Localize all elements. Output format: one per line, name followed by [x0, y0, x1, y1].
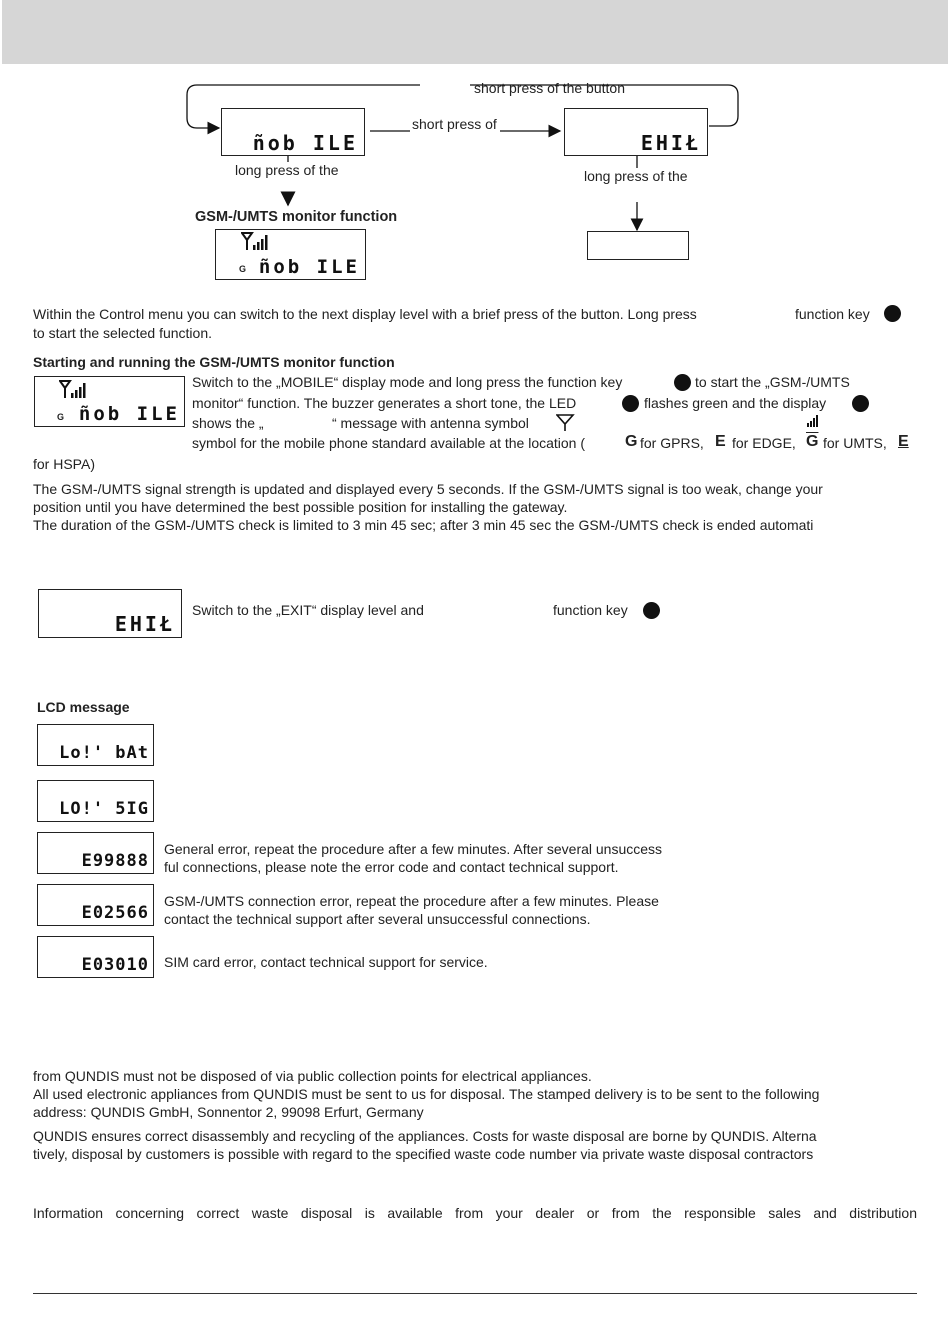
display-icon: [852, 395, 869, 412]
monitor-l2b: flashes green and the display: [644, 395, 827, 411]
lcd-standard-g: G: [57, 412, 65, 422]
flow-middle-label: short press of: [412, 116, 497, 132]
function-key-icon: [884, 305, 901, 322]
lcd-msg-text: E02566: [81, 903, 149, 923]
lcd-msg-low-sig: [37, 780, 154, 822]
msg-e03010-line1: SIM card error, contact technical support for service.: [164, 954, 488, 970]
disposal-p2: All used electronic appliances from QUNDIS must be sent to us for disposal. The stamped delivery is to be sent to the following: [33, 1086, 820, 1102]
lcd-exit: [564, 108, 708, 156]
signal-bars-icon: [806, 414, 820, 428]
lcd-msg-text: LO!' 5IG: [59, 799, 149, 819]
lcd-msg-e03010: [37, 936, 154, 978]
msg-e99888-line2: ful connections, please note the error code and contact technical support.: [164, 859, 619, 875]
lcd-msg-text: E99888: [81, 851, 149, 871]
umts-g-icon: $\overline{G}$: [806, 433, 819, 450]
lcd-blank: [587, 231, 689, 260]
monitor-l1b: to start the „GSM-/UMTS: [695, 374, 850, 390]
intro-line1b: function key: [795, 306, 870, 322]
led-icon: [622, 395, 639, 412]
lcd-monitor: [34, 376, 185, 427]
lcd-msg-e02566: [37, 884, 154, 926]
msg-e99888-line1: General error, repeat the procedure after a few minutes. After several unsuccess: [164, 841, 663, 857]
monitor-l4c: for EDGE,: [732, 435, 796, 451]
exit-text-a: Switch to the „EXIT“ display level and: [192, 602, 424, 618]
hspa-e-icon: E: [898, 433, 909, 450]
lcd-mobile-antenna-text: ñob ILE: [258, 256, 360, 278]
monitor-p3: The duration of the GSM-/UMTS check is limited to 3 min 45 sec; after 3 min 45 sec the GSM-/UMTS check is ended automati: [33, 517, 814, 533]
disposal-p6: Information concerning correct waste disposal is available from your dealer or from the responsible sales and distribution: [33, 1205, 917, 1221]
flow-left-below-label: long press of the: [235, 162, 339, 178]
monitor-l3b: “ message with antenna symbol: [332, 415, 529, 431]
monitor-l4b: for GPRS,: [640, 435, 704, 451]
msg-e02566-line2: contact the technical support after several unsuccessful connections.: [164, 911, 591, 927]
lcd-standard-g: G: [239, 264, 247, 274]
msg-e02566-line1: GSM-/UMTS connection error, repeat the procedure after a few minutes. Please: [164, 893, 659, 909]
lcd-msg-text: E03010: [81, 955, 149, 975]
disposal-p1: from QUNDIS must not be disposed of via public collection points for electrical appliances.: [33, 1068, 592, 1084]
lcd-msg-low-bat: [37, 724, 154, 766]
monitor-p2: position until you have determined the best possible position for installing the gateway.: [33, 499, 568, 515]
lcd-message-heading: LCD message: [37, 699, 130, 715]
function-key-icon: [643, 602, 660, 619]
lcd-msg-e99888: [37, 832, 154, 874]
lcd-exit-text: EHIŁ: [640, 131, 701, 155]
monitor-l3a: shows the „: [192, 415, 264, 431]
disposal-p5: tively, disposal by customers is possible with regard to the specified waste code number via private waste disposal contractors: [33, 1146, 814, 1162]
monitor-l4d: for UMTS,: [823, 435, 887, 451]
intro-line2: to start the selected function.: [33, 325, 212, 341]
header-band: [2, 0, 948, 64]
flow-top-label: short press of the button: [474, 80, 625, 96]
footer-rule: [33, 1293, 917, 1294]
lcd-mobile-antenna: [215, 229, 366, 280]
disposal-p3: address: QUNDIS GmbH, Sonnentor 2, 99098 Erfurt, Germany: [33, 1104, 424, 1120]
antenna-icon: [556, 414, 576, 432]
edge-e-icon: E: [715, 433, 726, 450]
flow-right-below-label: long press of the: [584, 168, 688, 184]
lcd-exit-section: [38, 589, 182, 638]
lcd-exit-section-text: EHIŁ: [114, 612, 175, 636]
lcd-monitor-text: ñob ILE: [78, 403, 180, 425]
monitor-l5: for HSPA): [33, 456, 95, 472]
intro-line1a: Within the Control menu you can switch to the next display level with a brief press of the button. Long press: [33, 306, 697, 322]
monitor-l2a: monitor“ function. The buzzer generates a short tone, the LED: [192, 395, 577, 411]
antenna-signal-icon: [59, 380, 87, 400]
disposal-p4: QUNDIS ensures correct disassembly and recycling of the appliances. Costs for waste disposal are borne by QUNDIS. Alterna: [33, 1128, 817, 1144]
lcd-msg-text: Lo!' bAt: [59, 743, 149, 763]
antenna-signal-icon: [241, 232, 269, 252]
monitor-p1: The GSM-/UMTS signal strength is updated and displayed every 5 seconds. If the GSM-/UMTS signal is too weak, change your: [33, 481, 823, 497]
lcd-mobile: [221, 108, 365, 156]
monitor-heading: Starting and running the GSM-/UMTS monitor function: [33, 354, 395, 370]
monitor-l1a: Switch to the „MOBILE“ display mode and long press the function key: [192, 374, 623, 390]
exit-text-b: function key: [553, 602, 628, 618]
monitor-l4a: symbol for the mobile phone standard available at the location (: [192, 435, 586, 451]
gprs-g-icon: G: [625, 433, 638, 450]
monitor-function-title: GSM-/UMTS monitor function: [195, 209, 398, 225]
function-key-icon: [674, 374, 691, 391]
lcd-mobile-text: ñob ILE: [252, 131, 358, 155]
